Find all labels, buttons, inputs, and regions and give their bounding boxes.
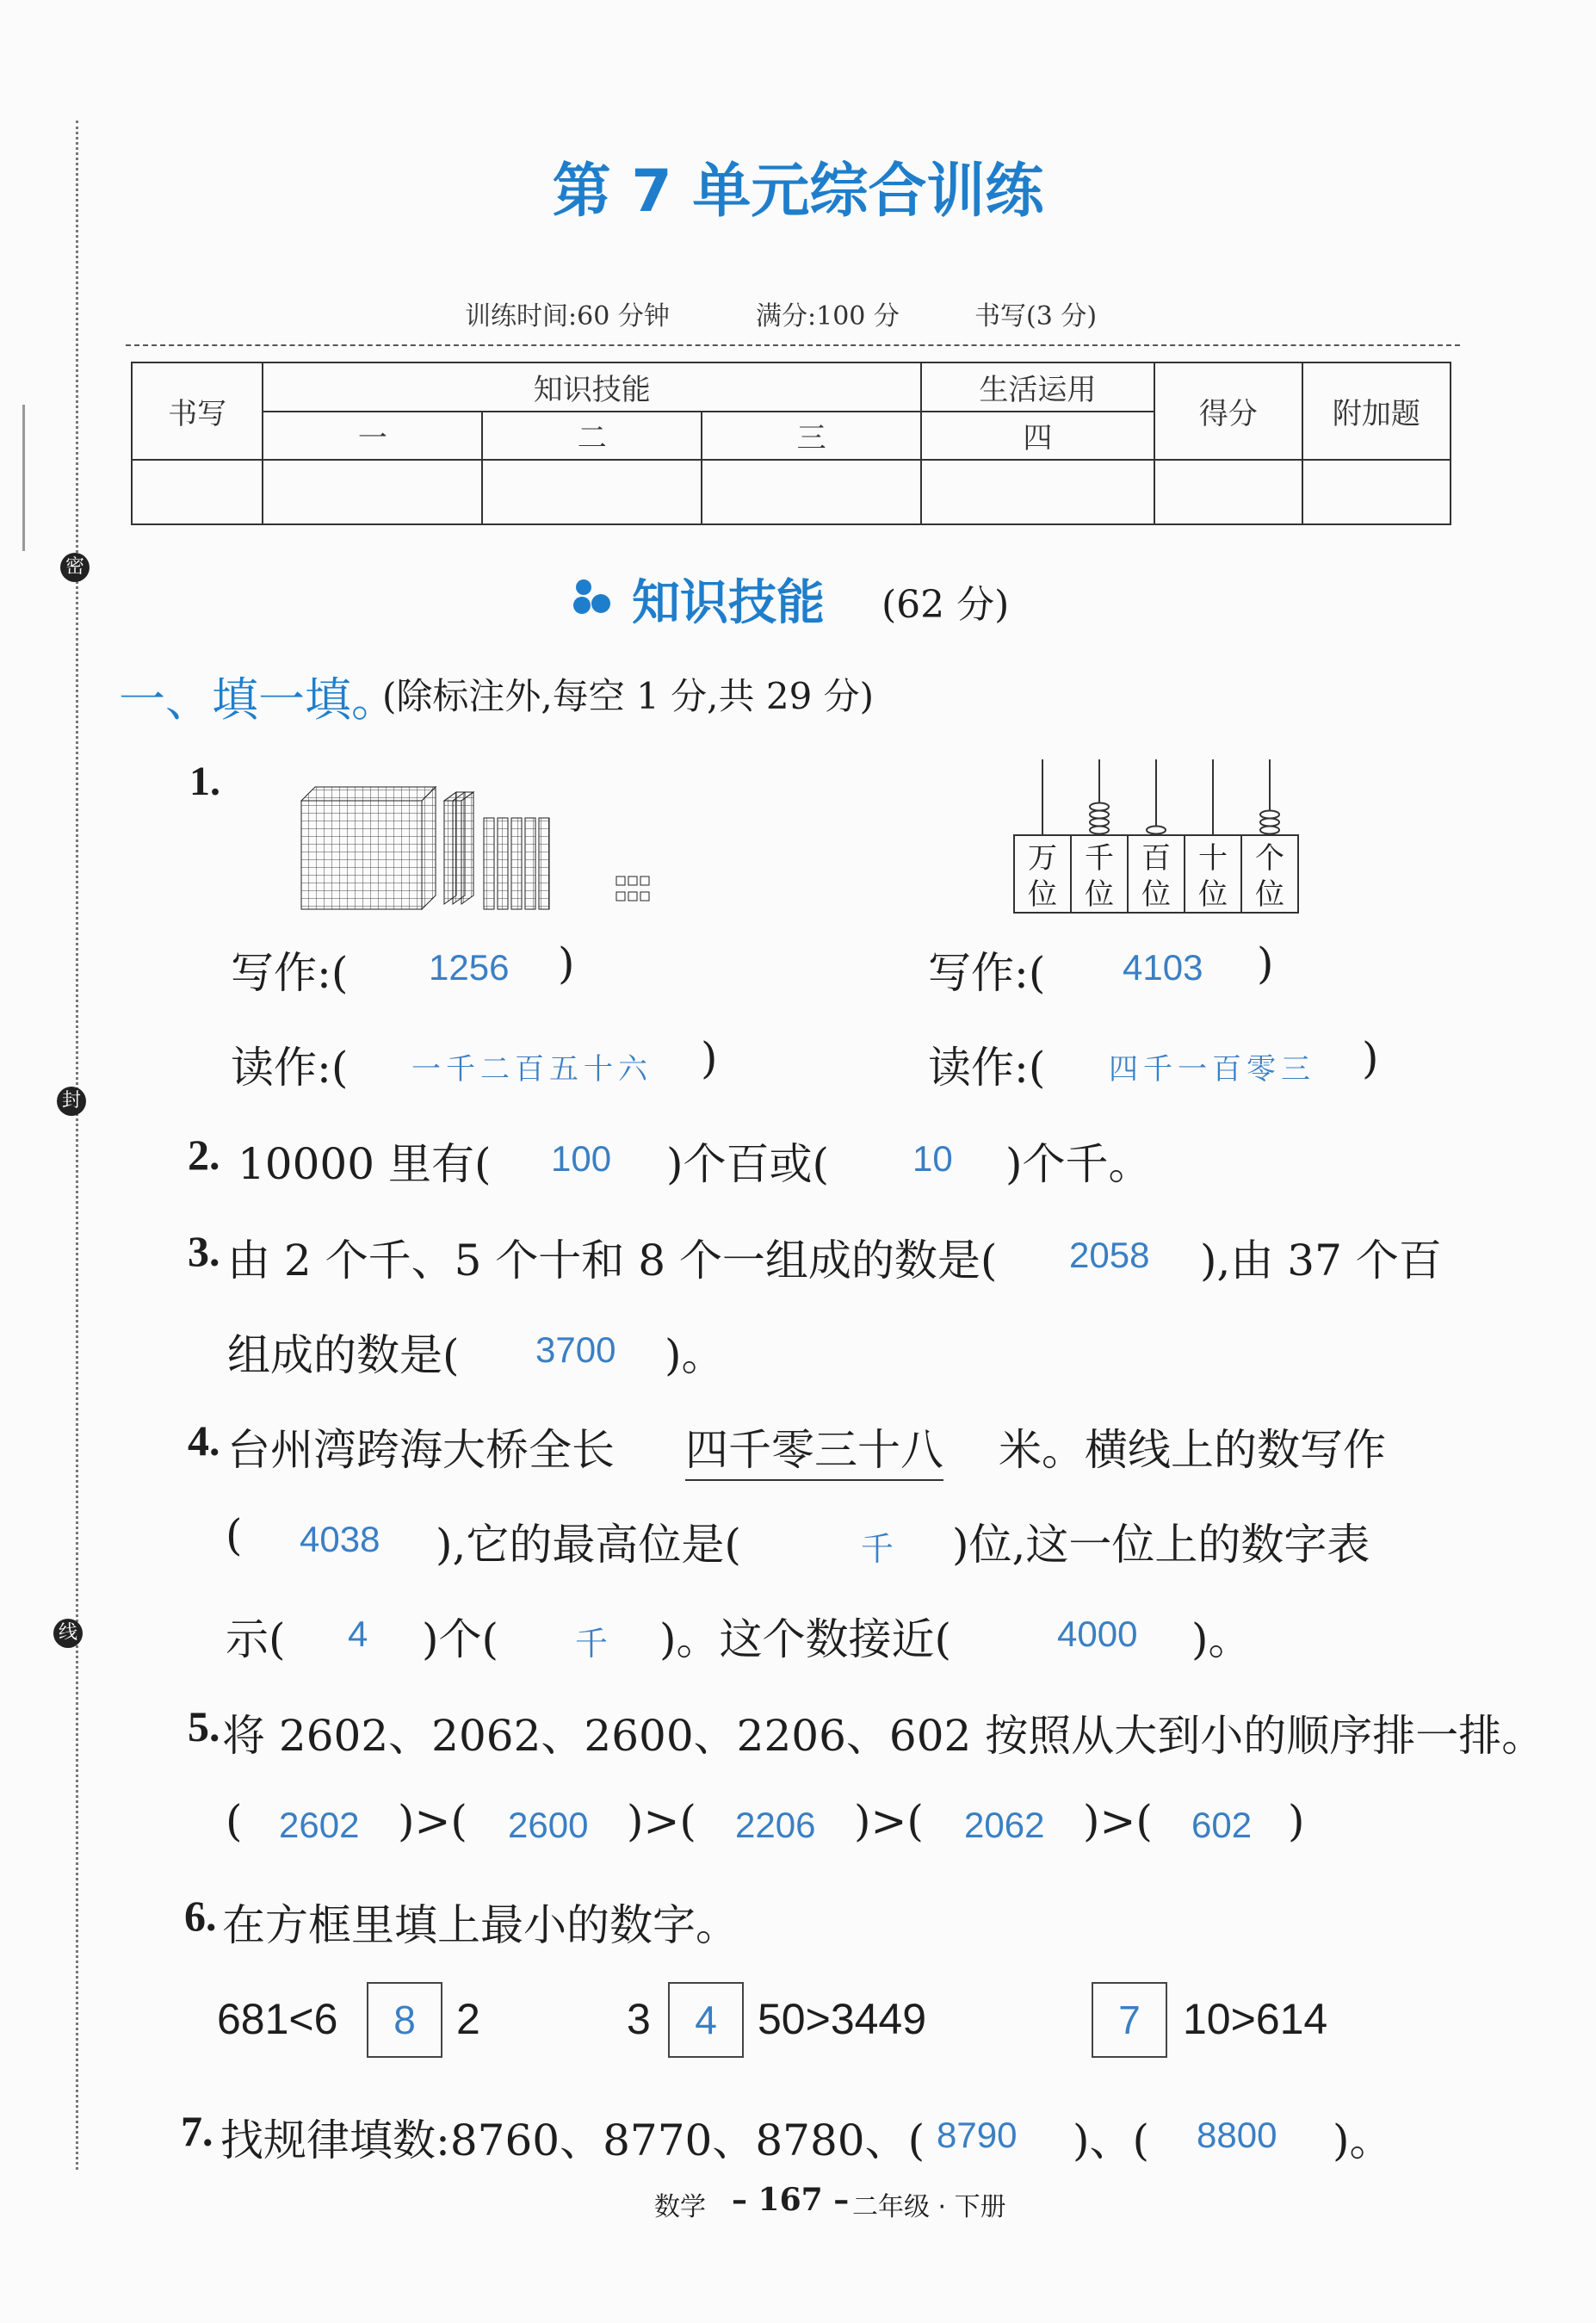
ten-rods [484,818,549,909]
q2-text-a: 10000 里有( [238,1139,492,1189]
abacus-bead [1090,819,1109,827]
q4-text-d: ),它的最高位是( [436,1520,741,1570]
q3-text-b: ),由 37 个百 [1200,1236,1442,1285]
col-bonus: 附加题 [1302,362,1451,460]
q6-expr2-box[interactable]: 4 [668,1982,744,2058]
abacus-place-label: 个 [1255,841,1284,876]
abacus-bead [1147,827,1166,834]
q6-expr1-box[interactable]: 8 [367,1982,442,2058]
q3-text-d: )。 [665,1330,725,1380]
q3-number: 3. [188,1227,220,1275]
q5-open: ( [226,1796,243,1846]
abacus-place-label: 万 [1028,841,1057,876]
q5-answer-2[interactable]: 2600 [508,1805,589,1845]
col-life: 生活运用 [921,362,1154,412]
abacus-bead [1260,827,1279,834]
score-cell[interactable] [1302,460,1451,524]
q1-right-write-answer[interactable]: 4103 [1123,947,1203,988]
seal-mark-feng: 封 [57,1087,86,1116]
abacus-place-label: 百 [1141,841,1171,876]
q6-expr3-right: 10>614 [1183,1995,1328,2043]
col-writing: 书写 [132,362,263,460]
q4-text-h: )。这个数接近( [659,1614,952,1664]
page-title: 第 7 单元综合训练 [552,158,1044,226]
part1-note: (除标注外,每空 1 分,共 29 分) [382,675,875,717]
footer-grade: 二年级 · 下册 [852,2192,1006,2222]
section-dots-icon [572,575,615,618]
q1-left-write-answer[interactable]: 1256 [429,947,510,988]
col-knowledge: 知识技能 [263,362,921,412]
q6-expr3-box[interactable]: 7 [1092,1982,1167,2058]
base-ten-blocks-image [293,766,671,921]
q5-sep-1: )>( [398,1796,467,1846]
q4-answer-3[interactable]: 4 [348,1614,368,1654]
q4-text-g: )个( [422,1614,499,1664]
part1-title: 一、填一填。 [119,672,398,727]
abacus-bead [1260,811,1279,819]
score-table [131,362,1451,525]
q7-number: 7. [181,2107,213,2155]
q3-answer-2[interactable]: 3700 [535,1329,616,1370]
col-part-3: 三 [702,412,921,461]
unit-cubes [616,877,649,901]
q6-expr1-left: 681<6 [217,1995,338,2043]
footer-subject: 数学 [654,2192,706,2222]
seal-mark-xian: 线 [53,1619,83,1648]
q6-expr1-right: 2 [456,1995,480,2043]
q2-text-c: )个千。 [1005,1139,1152,1189]
q5-answer-3[interactable]: 2206 [735,1805,816,1845]
binding-line [76,121,78,2170]
q4-answer-4[interactable]: 千 [575,1625,614,1663]
q7-mid: )、( [1073,2115,1150,2165]
abacus-bead [1260,819,1279,827]
q6-number: 6. [184,1892,217,1940]
q6-expr2-right: 50>3449 [758,1995,927,2043]
score-cell[interactable] [921,460,1154,524]
q1-left-read-label: 读作:( [231,1043,349,1093]
q3-answer-1[interactable]: 2058 [1069,1235,1150,1275]
q3-text-a: 由 2 个千、5 个十和 8 个一组成的数是( [227,1236,998,1285]
abacus-bead [1090,803,1109,811]
abacus-place-label: 千 [1085,841,1114,876]
q4-answer-1[interactable]: 4038 [300,1519,380,1559]
q4-text-f: 示( [226,1614,286,1664]
score-cell[interactable] [263,460,482,524]
score-cell[interactable] [132,460,263,524]
q1-right-read-close: ) [1362,1033,1379,1083]
meta-time: 训练时间:60 分钟 [465,301,670,331]
q1-right-write-label: 写作:( [928,948,1046,998]
q5-sep-3: )>( [854,1796,924,1846]
col-part-2: 二 [482,412,702,461]
q1-number: 1. [189,759,220,804]
q2-answer-2[interactable]: 10 [912,1138,953,1179]
col-score: 得分 [1154,362,1302,460]
q5-close: ) [1288,1796,1305,1846]
q4-answer-2[interactable]: 千 [861,1530,900,1568]
section-points: (62 分) [882,583,1010,627]
seal-mark-mi: 密 [60,553,90,582]
q4-text-a: 台州湾跨海大桥全长 [227,1425,615,1475]
q4-text-i: )。 [1191,1614,1252,1664]
q4-number: 4. [188,1416,220,1465]
q5-sep-4: )>( [1083,1796,1153,1846]
abacus-place-label: 位 [1085,877,1114,912]
abacus-image [1012,758,1305,918]
meta-divider [126,344,1460,346]
q5-answer-5[interactable]: 602 [1191,1805,1253,1845]
abacus-place-label: 位 [1141,877,1171,912]
q5-sep-2: )>( [627,1796,696,1846]
q2-answer-1[interactable]: 100 [551,1138,612,1179]
q5-number: 5. [188,1702,220,1750]
col-part-4: 四 [921,412,1154,461]
abacus-place-label: 位 [1255,877,1284,912]
footer-page-number: – 167 – [732,2182,850,2218]
thousand-cube [301,787,436,909]
score-cell[interactable] [702,460,921,524]
abacus-place-label: 十 [1198,841,1228,876]
abacus-bead [1090,811,1109,819]
q3-text-c: 组成的数是( [227,1330,460,1380]
q1-left-write-close: ) [558,938,575,988]
section-title: 知识技能 [632,575,825,631]
q7-text: 找规律填数:8760、8770、8780、( [220,2115,925,2165]
q5-answer-1[interactable]: 2602 [279,1805,360,1845]
score-cell[interactable] [1154,460,1302,524]
q1-left-write-label: 写作:( [231,948,349,998]
q4-text-b: 米。横线上的数写作 [999,1425,1386,1475]
q1-right-write-close: ) [1257,938,1274,988]
col-part-1: 一 [263,412,482,461]
hundred-flats [444,792,473,904]
q1-left-read-close: ) [701,1033,718,1083]
q7-answer-2[interactable]: 8800 [1197,2115,1277,2155]
q5-text: 将 2602、2062、2600、2206、602 按照从大到小的顺序排一排。 [222,1711,1545,1761]
abacus-place-label: 位 [1198,877,1228,912]
binding-edge [22,405,25,551]
q5-answer-4[interactable]: 2062 [964,1805,1045,1845]
q7-end: )。 [1333,2115,1393,2165]
q6-expr2-left: 3 [627,1995,651,2043]
q4-text-e: )位,这一位上的数字表 [952,1520,1370,1570]
q4-underlined-number: 四千零三十八 [685,1415,943,1481]
q1-right-read-answer[interactable]: 四千一百零三 [1109,1052,1315,1087]
q6-text: 在方框里填上最小的数字。 [222,1900,739,1950]
q1-right-read-label: 读作:( [928,1043,1046,1093]
meta-full-score: 满分:100 分 [756,301,900,331]
abacus-bead [1090,827,1109,834]
q2-number: 2. [188,1131,220,1179]
q4-text-c: ( [226,1510,243,1560]
q2-text-b: )个百或( [666,1139,830,1189]
score-cell[interactable] [482,460,702,524]
abacus-place-label: 位 [1028,877,1057,912]
q1-left-read-answer[interactable]: 一千二百五十六 [411,1052,653,1087]
q7-answer-1[interactable]: 8790 [937,2115,1018,2155]
meta-writing: 书写(3 分) [974,301,1098,331]
q4-answer-5[interactable]: 4000 [1057,1614,1138,1654]
